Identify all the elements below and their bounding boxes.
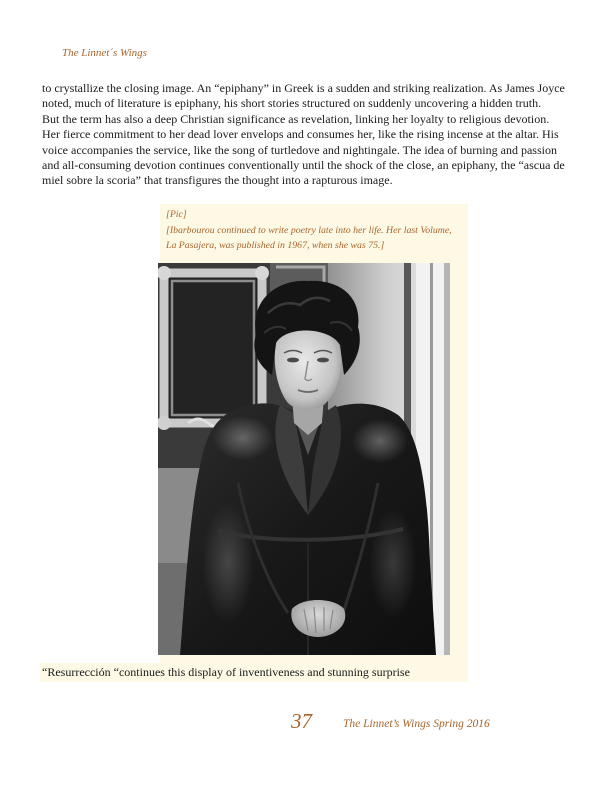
body-line: to crystallize the closing image. An “epiphany” in Greek is a sudden and striking realization. As James Joyce <box>42 81 565 95</box>
page-number: 37 <box>291 709 312 733</box>
body-line: voice accompanies the service, like the song of turtledove and nightingale. The idea of burning and passion <box>42 142 557 157</box>
figure-placeholder-label: [Pic] <box>166 209 187 220</box>
caption-line: [Ibarbourou continued to write poetry late into her life. Her last Volume, <box>166 224 452 236</box>
body-line: and all-consuming devotion continues conventionally until the shock of the close, an epiphany, the “ascua de <box>42 157 565 172</box>
body-paragraph <box>42 81 574 189</box>
footer-running-title: The Linnet’s Wings Spring 2016 <box>343 718 490 730</box>
figure-caption <box>166 207 462 254</box>
body-line: noted, much of literature is epiphany, his short stories structured on suddenly uncovering a hidden truth. <box>42 96 542 111</box>
body-line: But the term has also a deep Christian significance as revelation, linking her loyalty to religious devotion. <box>42 111 550 126</box>
portrait-photo-image <box>158 263 450 655</box>
running-header: The Linnet´s Wings <box>62 47 147 59</box>
caption-line: La Pasajera, was published in 1967, when she was 75.] <box>166 240 385 252</box>
portrait-photo <box>158 263 450 655</box>
body-line: Her fierce commitment to her dead lover envelops and consumes her, like the rising incense at the altar. His <box>42 127 559 142</box>
body-line: miel sobre la scoria” that transfigures the thought into a rapturous image. <box>42 173 393 188</box>
continuation-line: “Resurrección “continues this display of inventiveness and stunning surprise <box>42 665 410 679</box>
